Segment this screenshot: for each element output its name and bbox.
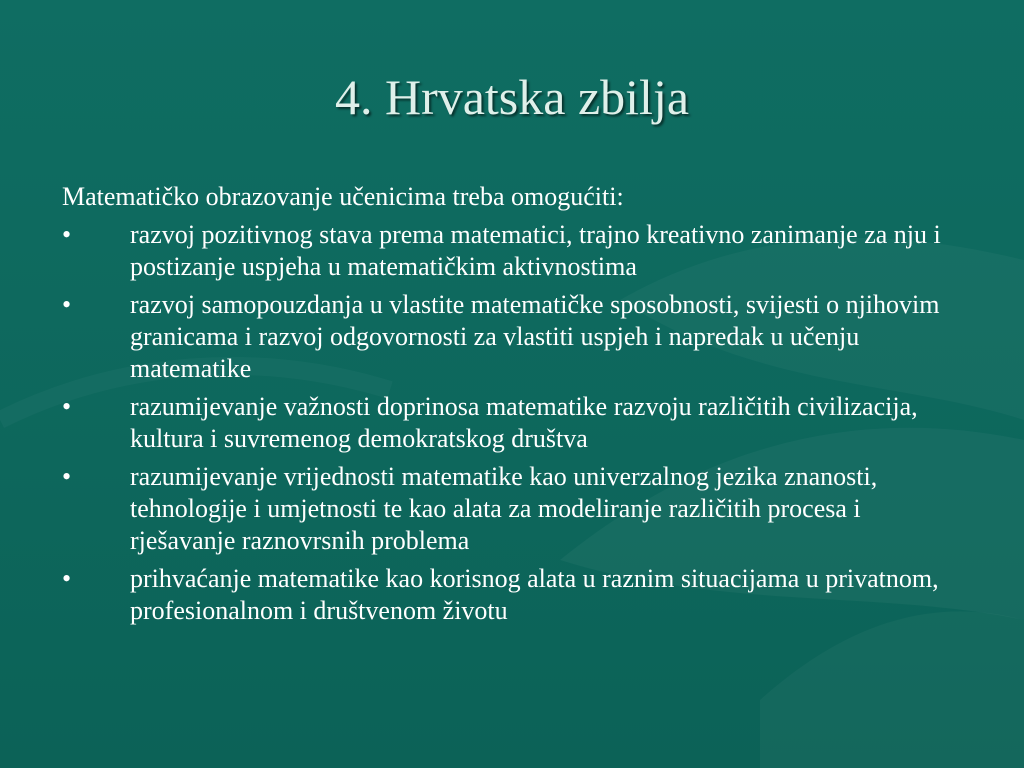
bullet-item <box>62 563 972 627</box>
bullet-text: razumijevanje vrijednosti matematike kao univerzalnog jezika znanosti, tehnologije i umjetnosti te kao alata za modeliranje različitih procesa i rješavanje raznovrsnih problema <box>130 462 878 555</box>
bullet-item <box>62 391 972 455</box>
bullet-icon: • <box>62 392 72 421</box>
bullet-item <box>62 219 972 283</box>
intro-text: Matematičko obrazovanje učenicima treba omogućiti: <box>62 182 624 211</box>
slide-content <box>62 181 972 633</box>
bullet-icon: • <box>62 290 72 319</box>
slide-title: 4. Hrvatska zbilja <box>334 69 690 125</box>
bullet-icon: • <box>62 462 72 491</box>
bullet-text: razvoj samopouzdanja u vlastite matematičke sposobnosti, svijesti o njihovim granicama i razvoj odgovornosti za vlastiti uspjeh i napredak u učenju matematike <box>130 290 940 383</box>
bullet-icon: • <box>62 220 72 249</box>
bullet-icon: • <box>62 564 72 593</box>
bullet-text: razumijevanje važnosti doprinosa matematike razvoju različitih civilizacija, kultura i suvremenog demokratskog društva <box>130 392 918 453</box>
bullet-item <box>62 461 972 557</box>
bullet-text: prihvaćanje matematike kao korisnog alata u raznim situacijama u privatnom, profesionalnom i društvenom životu <box>130 564 939 625</box>
bullet-text: razvoj pozitivnog stava prema matematici, trajno kreativno zanimanje za nju i postizanje uspjeha u matematičkim aktivnostima <box>130 220 941 281</box>
bullet-item <box>62 289 972 385</box>
